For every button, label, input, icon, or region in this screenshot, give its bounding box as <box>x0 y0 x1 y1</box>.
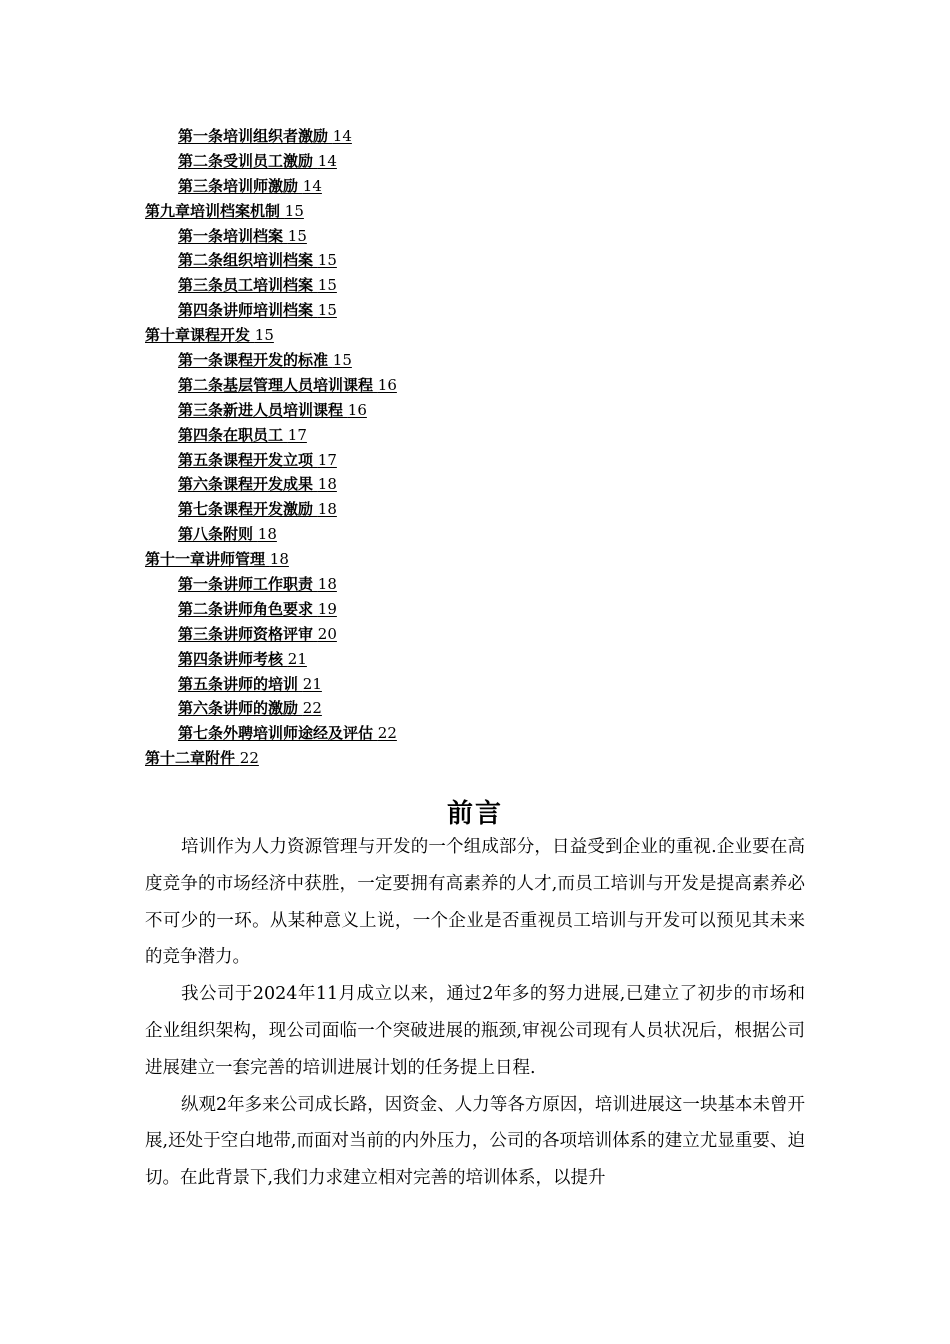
toc-entry[interactable] <box>0 696 950 721</box>
toc-entry[interactable] <box>0 248 950 273</box>
toc-entry[interactable] <box>0 622 950 647</box>
preface-body <box>145 829 805 1197</box>
toc-entry[interactable] <box>0 224 950 249</box>
preface-paragraph: 纵观2年多来公司成长路，因资金、人力等各方原因，培训进展这一块基本未曾开展,还处于空白地带,而面对当前的内外压力，公司的各项培训体系的建立尤显重要、迫切。在此背景下,我们力求建立相对完善的培训体系，以提升 <box>145 1094 805 1189</box>
toc-entry[interactable] <box>0 348 950 373</box>
toc-entry-page: 15 <box>317 301 337 320</box>
toc-entry-title: 第十一章讲师管理 <box>145 550 266 569</box>
toc-entry-title: 第七条课程开发激励 <box>178 500 314 519</box>
toc-entry-title: 第五条课程开发立项 <box>178 450 314 469</box>
toc-entry-page: 15 <box>332 351 352 370</box>
toc-entry[interactable] <box>0 298 950 323</box>
toc-entry-title: 第九章培训档案机制 <box>145 201 281 220</box>
toc-entry-page: 21 <box>287 649 307 668</box>
toc-entry-title: 第七条外聘培训师途经及评估 <box>178 724 374 743</box>
toc-entry-page: 14 <box>302 176 322 195</box>
toc-entry-title: 第四条讲师考核 <box>178 649 284 668</box>
toc-entry-title: 第三条培训师激励 <box>178 176 299 195</box>
toc-entry[interactable] <box>0 672 950 697</box>
toc-entry[interactable] <box>0 174 950 199</box>
toc-entry-page: 18 <box>317 500 337 519</box>
toc-entry-page: 16 <box>377 375 397 394</box>
toc-entry-page: 18 <box>317 575 337 594</box>
toc-entry-title: 第十章课程开发 <box>145 326 251 345</box>
toc-chapter-entry[interactable] <box>0 323 950 348</box>
toc-entry-page: 21 <box>302 674 322 693</box>
toc-entry-page: 15 <box>317 276 337 295</box>
toc-entry-page: 22 <box>377 724 397 743</box>
toc-entry-title: 第六条课程开发成果 <box>178 475 314 494</box>
toc-entry[interactable] <box>0 398 950 423</box>
toc-entry[interactable] <box>0 423 950 448</box>
preface-heading: 前言 <box>446 799 503 830</box>
toc-entry-page: 17 <box>287 425 307 444</box>
toc-entry-title: 第一条讲师工作职责 <box>178 575 314 594</box>
toc-entry[interactable] <box>0 522 950 547</box>
toc-entry-page: 22 <box>302 699 322 718</box>
toc-entry-title: 第四条讲师培训档案 <box>178 301 314 320</box>
toc-entry-title: 第八条附则 <box>178 525 254 544</box>
toc-entry-title: 第三条员工培训档案 <box>178 276 314 295</box>
toc-entry[interactable] <box>0 472 950 497</box>
preface-paragraph: 培训作为人力资源管理与开发的一个组成部分，日益受到企业的重视.企业要在高度竞争的市场经济中获胜，一定要拥有高素养的人才,而员工培训与开发是提高素养必不可少的一环。从某种意义上说，一个企业是否重视员工培训与开发可以预见其未来的竞争潜力。 <box>145 837 805 968</box>
toc-entry[interactable] <box>0 721 950 746</box>
toc-entry-page: 20 <box>317 624 337 643</box>
toc-entry[interactable] <box>0 124 950 149</box>
toc-entry[interactable] <box>0 572 950 597</box>
toc-entry[interactable] <box>0 373 950 398</box>
toc-entry-page: 15 <box>287 226 307 245</box>
toc-entry-page: 18 <box>257 525 277 544</box>
toc-entry-title: 第二条组织培训档案 <box>178 251 314 270</box>
toc-entry-title: 第二条受训员工激励 <box>178 151 314 170</box>
toc-entry-page: 19 <box>317 599 337 618</box>
toc-entry-page: 16 <box>347 400 367 419</box>
toc-entry-page: 14 <box>317 151 337 170</box>
preface-paragraph: 我公司于2024年11月成立以来，通过2年多的努力进展,已建立了初步的市场和企业组织架构，现公司面临一个突破进展的瓶颈,审视公司现有人员状况后，根据公司进展建立一套完善的培训进展计划的任务提上日程. <box>145 984 805 1078</box>
toc-entry-page: 15 <box>317 251 337 270</box>
toc-entry[interactable] <box>0 597 950 622</box>
toc-entry-page: 14 <box>332 127 352 145</box>
toc-entry-title: 第二条讲师角色要求 <box>178 599 314 618</box>
toc-entry-title: 第五条讲师的培训 <box>178 674 299 693</box>
toc-chapter-entry[interactable] <box>0 746 950 771</box>
toc-entry[interactable] <box>0 149 950 174</box>
toc-entry-title: 第六条讲师的激励 <box>178 699 299 718</box>
toc-entry-title: 第一条课程开发的标准 <box>178 351 329 370</box>
toc-chapter-entry[interactable] <box>0 199 950 224</box>
toc-chapter-entry[interactable] <box>0 547 950 572</box>
toc-entry-title: 第十二章附件 <box>145 749 236 768</box>
toc-entry-page: 15 <box>254 326 274 345</box>
toc-entry[interactable] <box>0 647 950 672</box>
toc-entry-page: 18 <box>317 475 337 494</box>
toc-entry-title: 第四条在职员工 <box>178 425 284 444</box>
toc-entry[interactable] <box>0 497 950 522</box>
toc-entry-page: 18 <box>269 550 289 569</box>
table-of-contents <box>0 124 950 771</box>
toc-entry-title: 第三条新进人员培训课程 <box>178 400 344 419</box>
toc-entry[interactable] <box>0 448 950 473</box>
toc-entry-title: 第一条培训档案 <box>178 226 284 245</box>
toc-entry-page: 15 <box>284 201 304 220</box>
toc-entry[interactable] <box>0 273 950 298</box>
toc-entry-page: 22 <box>239 749 259 768</box>
toc-entry-title: 第一条培训组织者激励 <box>178 127 329 145</box>
toc-entry-page: 17 <box>317 450 337 469</box>
toc-entry-title: 第三条讲师资格评审 <box>178 624 314 643</box>
toc-entry-title: 第二条基层管理人员培训课程 <box>178 375 374 394</box>
